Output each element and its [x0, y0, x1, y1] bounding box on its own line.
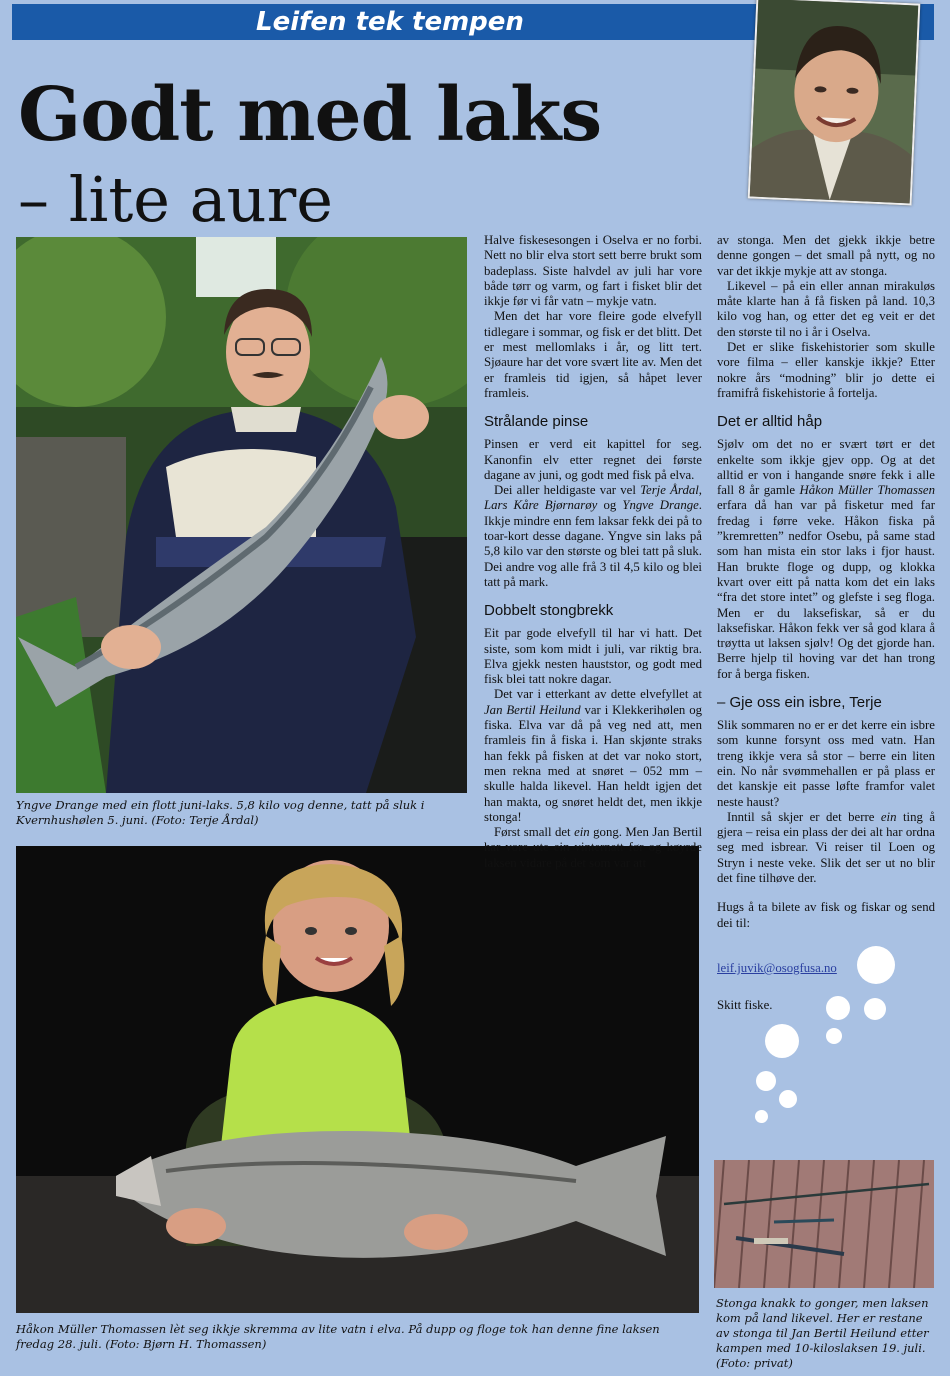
columnist-portrait: [748, 0, 921, 205]
text: . Ikkje mindre enn fem laksar fekk dei på to toar-kort desse dagane. Yngve sin laks på 5,8 kilo var den største og blei tatt på sluk. Dei andre vog alle frå 3 til 4,5 kilo og blei tatt på mark.: [484, 498, 702, 589]
broken-rod-photo: [714, 1160, 934, 1288]
paragraph: Hugs å ta bilete av fisk og fiskar og send dei til:: [717, 900, 935, 930]
text: Sjølv om det no er svært tørt er det enkelte som ikkje gjev opp. Og at det alltid er von i hangande snøre fekk i alle fall 8 år gamle: [717, 437, 935, 498]
paragraph: Det er slike fiskehistorier som skulle vore filma – eller kanskje ikkje? Etter nokre års “modning” blir jo dette ei framifrå fiskehistorie å fortelja.: [717, 340, 935, 400]
bubble-decoration: [756, 1071, 776, 1091]
paragraph: Pinsen er verd eit kapittel for seg. Kanonfin elv etter regnet dei første dagane av juni, og godt med fisk på elva.: [484, 437, 702, 482]
text: og: [597, 498, 623, 513]
paragraph: [484, 687, 702, 825]
text: Det var i etterkant av dette elvefyllet at: [494, 687, 702, 702]
photo-man-with-salmon: [16, 237, 467, 793]
text: Dei aller heldigaste var vel: [494, 483, 641, 498]
subheading-isbre: – Gje oss ein isbre, Terje: [717, 694, 882, 712]
paragraph: [484, 483, 702, 590]
name: Terje Årdal: [640, 483, 699, 498]
salmon-photo-1: [16, 237, 467, 793]
section-banner-text: Leifen tek tempen: [256, 7, 524, 37]
bubble-decoration: [755, 1110, 768, 1123]
paragraph: Men det har vore fleire gode elvefyll tidlegare i sommar, og fisk er det blitt. Det er mest mellomlaks i år, og litt tert. Sjøaure har det vore svært lite av. Men det er framleis tid igjen, så håpet lever framleis.: [484, 309, 702, 400]
headline-line-1: Godt med laks: [18, 72, 602, 158]
text: ting å gjera – reisa ein plass der dei alt har ordna seg med isbrear. Vi reiser til Loen og Stryn i neste veke. Slik det ser ut no blir det fine tilhøve der.: [717, 809, 935, 885]
signoff: Skitt fiske.: [717, 998, 773, 1013]
name: Lars Kåre Bjørnarøy: [484, 498, 598, 513]
photo-2-caption: Håkon Müller Thomassen lèt seg ikkje skremma av lite vatn i elva. På dupp og floge tok han denne fine laksen fredag 28. juli. (Foto: Bjørn H. Thomassen): [16, 1322, 660, 1351]
photo-3-caption: Stonga knakk to gonger, men laksen kom på land likevel. Her er restane av stonga til Jan Bertil Heilund etter kampen med 10-kiloslaksen 19. juli. (Foto: privat): [716, 1296, 929, 1370]
paragraph: av stonga. Men det gjekk ikkje betre denne gongen – det small på nytt, og no var det ikkje mykje att av stonga.: [717, 233, 935, 278]
text: gong. Men Jan Bertil har vore ute ein vinternatt før og køyrde laksen vidare på det som var att: [484, 825, 702, 870]
photo-1-caption: Yngve Drange med ein flott juni-laks. 5,8 kilo vog denne, tatt på sluk i Kvernhushølen 5. juni. (Foto: Terje Årdal): [16, 798, 425, 827]
bubble-decoration: [826, 1028, 842, 1044]
paragraph: Eit par gode elvefyll til har vi hatt. Det siste, som kom midt i juli, var riktig bra. Elva gjekk nesten hauststor, og godt med fisk blei tatt nokre dagar.: [484, 626, 702, 687]
text: erfara då han var på fisketur med far fredag i førre veke. Håkon fiska på ”kremretten” nedfor Osebu, på same stad som han mista ein stor laks i fjor haust. Han brukte floge og dupp, og klokka kvart over eitt på natta kom det ein laks “fra det store intet” og glefste i seg floga. Men er du laksefiskar, så er du laksefiskar. Håkon fekk ver så god klara å trøytta ut laksen sjølv! Og det gjorde han. Berre hjelp til hoving var det han trong for å berga fisken.: [717, 498, 935, 681]
bubble-decoration: [857, 946, 895, 984]
name: Jan Bertil Heilund: [484, 702, 581, 717]
text: ,: [698, 483, 702, 498]
paragraph: [717, 810, 935, 886]
article-column-1: [484, 233, 702, 871]
emphasis: ein: [574, 825, 590, 840]
text: Inntil så skjer er det berre: [727, 809, 881, 824]
photo-boy-with-salmon: [16, 846, 699, 1313]
subheading-pinse: Strålande pinse: [484, 413, 589, 431]
subheading-stongbrekk: Dobbelt stongbrekk: [484, 602, 614, 620]
text: var i Klekkerihølen og fiska. Elva var då på veg ned att, men framleis fin å fiska i. Han skjønte straks han fekk på fisken at det var noko stort, men rekna med at snøret – 052 mm – skulle halda likevel. Han heldt igjen det han makta, og snøret heldt det, men ikkje stonga!: [484, 702, 702, 824]
headline-line-2: – lite aure: [18, 163, 333, 236]
portrait-photo: [750, 0, 918, 203]
article-column-2: [717, 233, 935, 1013]
paragraph: [484, 825, 702, 871]
text: Først small det: [494, 825, 575, 840]
name: Håkon Müller Thomassen: [799, 483, 935, 498]
subheading-haap: Det er alltid håp: [717, 413, 823, 431]
paragraph: Halve fiskesesongen i Oselva er no forbi. Nett no blir elva stort sett berre brukt som badeplass. Siste halvdel av juli har vore både tørr og varm, og fart i fisket blir det ikkje før vi får vatn – mykje vatn.: [484, 233, 702, 309]
paragraph: Slik sommaren no er er det kerre ein isbre som kunne forsynt oss med vatn. Han treng ikkje vera så stor – berre ein liten ein. No når svømmehallen er på plass er det kanskje eit passe løfte framfor valet neste haust?: [717, 718, 935, 809]
paragraph: Likevel – på ein eller annan mirakuløs måte klarte han å få fisken på land. 10,3 kilo vog han, og etter det eg veit er det den største til no i år i Oselva.: [717, 278, 935, 339]
bubble-decoration: [779, 1090, 797, 1108]
name: Yngve Drange: [622, 498, 699, 513]
salmon-photo-2: [16, 846, 699, 1313]
bubble-decoration: [864, 998, 886, 1020]
bubble-decoration: [765, 1024, 799, 1058]
paragraph: [717, 437, 935, 682]
email-link[interactable]: leif.juvik@osogfusa.no: [717, 960, 837, 975]
bubble-decoration: [826, 996, 850, 1020]
photo-broken-rod: [714, 1160, 934, 1288]
emphasis: ein: [880, 809, 897, 824]
